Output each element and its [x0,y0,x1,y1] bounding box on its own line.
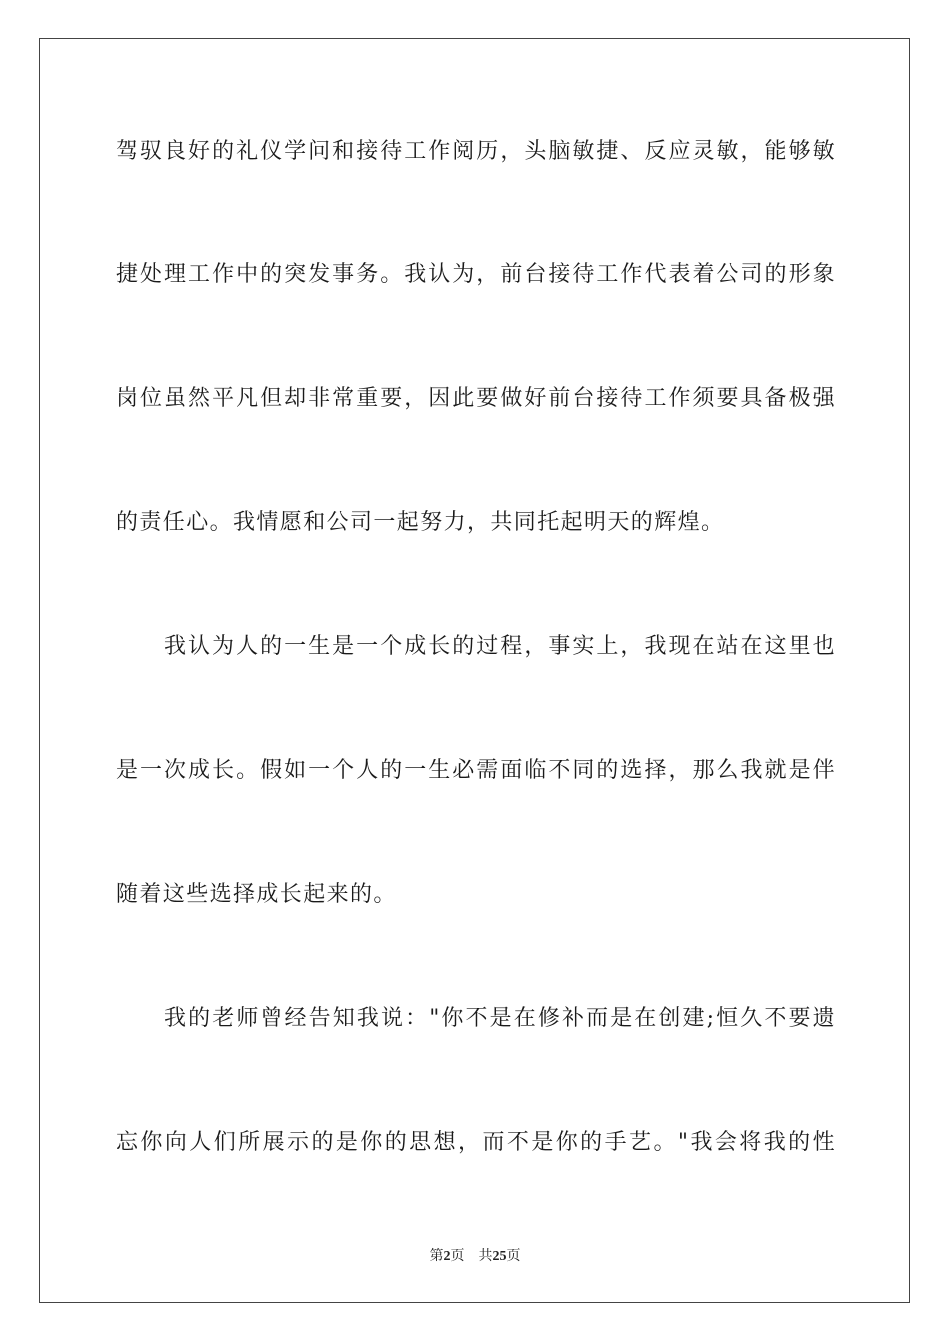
body-text-line-5: 我认为人的一生是一个成长的过程，事实上，我现在站在这里也 [164,634,836,659]
body-text-line-4: 的责任心。我情愿和公司一起努力，共同托起明天的辉煌。 [116,510,725,535]
body-text-line-9: 忘你向人们所展示的是你的思想，而不是你的手艺。"我会将我的性 [116,1130,836,1155]
page-number-suffix: 页 [450,1248,465,1264]
body-text-line-8: 我的老师曾经告知我说："你不是在修补而是在创建;恒久不要遗 [164,1006,836,1031]
body-text-line-6: 是一次成长。假如一个人的一生必需面临不同的选择，那么我就是伴 [116,758,836,783]
page-footer [0,1247,950,1266]
page-number-prefix: 第 [429,1248,444,1264]
page-border [39,38,910,1303]
body-text-line-3: 岗位虽然平凡但却非常重要，因此要做好前台接待工作须要具备极强 [116,386,836,411]
total-pages: 25 [492,1249,507,1264]
body-text-line-1: 驾驭良好的礼仪学问和接待工作阅历，头脑敏捷、反应灵敏，能够敏 [116,139,836,164]
body-text-line-2: 捷处理工作中的突发事务。我认为，前台接待工作代表着公司的形象 [116,262,836,287]
body-text-line-7: 随着这些选择成长起来的。 [116,882,397,907]
page-number: 2 [443,1249,451,1264]
total-pages-prefix: 共 [478,1248,493,1264]
total-pages-suffix: 页 [506,1248,521,1264]
